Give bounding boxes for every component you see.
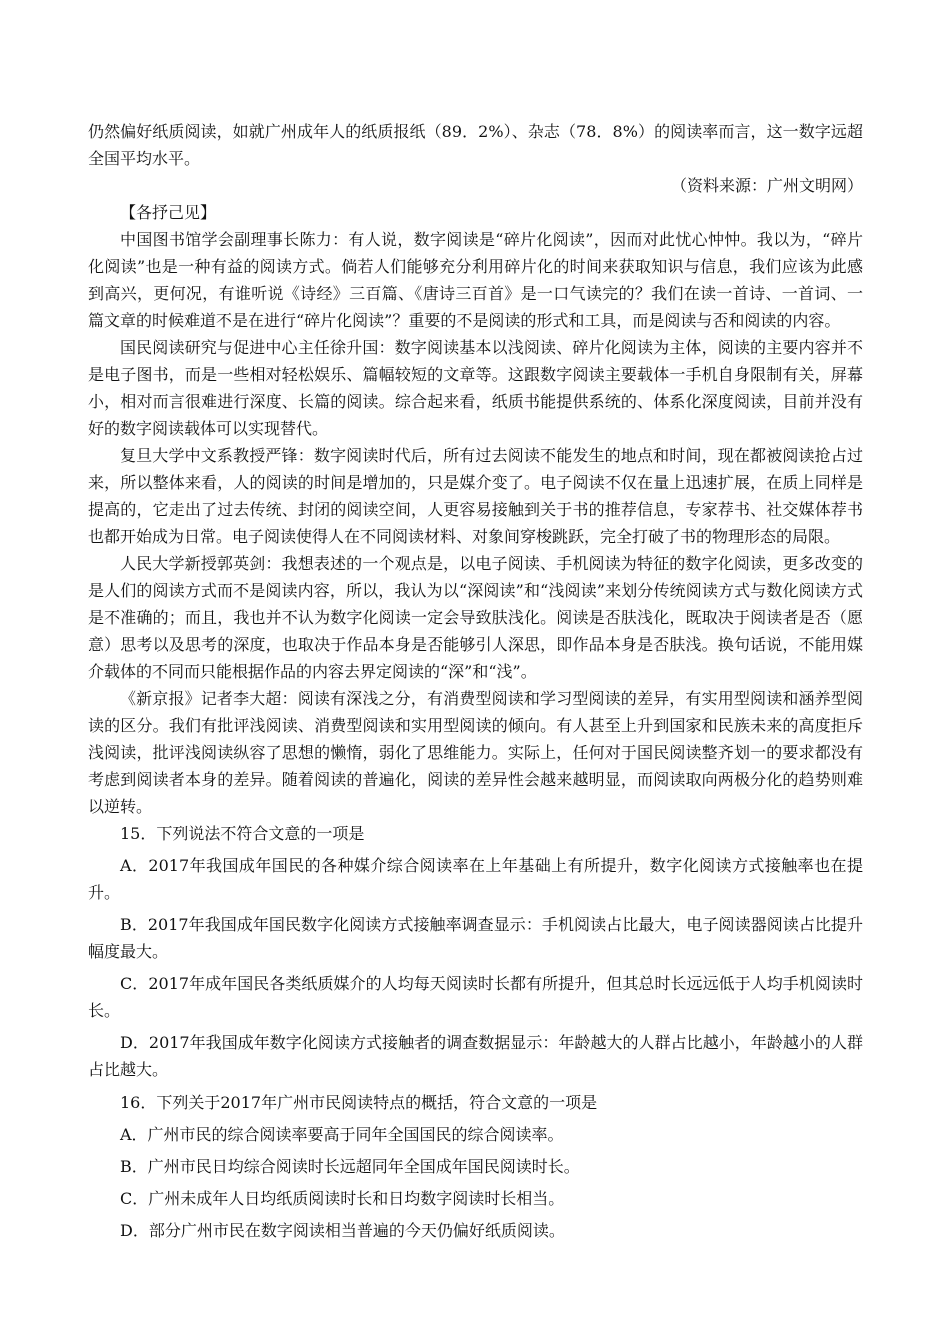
question-stem: 15．下列说法不符合文意的一项是 [120, 824, 365, 843]
question-stem: 16．下列关于2017年广州市民阅读特点的概括，符合文意的一项是 [120, 1093, 598, 1112]
question-option: D．部分广州市民在数字阅读相当普遍的今天仍偏好纸质阅读。 [120, 1221, 565, 1240]
opinion-paragraph: 国民阅读研究与促进中心主任徐升国：数字阅读基本以浅阅读、碎片化阅读为主体，阅读的主要内容并不是电子图书，而是一些相对轻松娱乐、篇幅较短的文章等。这跟数字阅读主要载体一手机自身限制有关，屏幕小，相对而言很难进行深度、长篇的阅读。综合起来看，纸质书能提供系统的、体系化深度阅读，目前并没有好的数字阅读载体可以实现替代。 [88, 338, 863, 438]
question-option: C．2017年成年国民各类纸质媒介的人均每天阅读时长都有所提升，但其总时长远远低于人均手机阅读时长。 [88, 974, 863, 1020]
intro-paragraph: 仍然偏好纸质阅读，如就广州成年人的纸质报纸（89．2%）、杂志（78．8%）的阅读率而言，这一数字远超全国平均水平。 [88, 122, 863, 168]
opinion-paragraph: 中国图书馆学会副理事长陈力：有人说，数字阅读是“碎片化阅读”，因而对此忧心忡忡。我以为，“碎片化阅读”也是一种有益的阅读方式。倘若人们能够充分利用碎片化的时间来获取知识与信息，我们应该为此感到高兴，更何况，有谁听说《诗经》三百篇、《唐诗三百首》是一口气读完的？我们在读一首诗、一首词、一篇文章的时候难道不是在进行“碎片化阅读”？重要的不是阅读的形式和工具，而是阅读与否和阅读的内容。 [88, 230, 863, 330]
question-option: B．广州市民日均综合阅读时长远超同年全国成年国民阅读时长。 [120, 1157, 580, 1176]
document-page [88, 118, 863, 1244]
question-option: D．2017年我国成年数字化阅读方式接触者的调查数据显示：年龄越大的人群占比越小，年龄越小的人群占比越大。 [88, 1033, 863, 1079]
source-note: （资料来源：广州文明网） [670, 176, 863, 195]
opinion-paragraph: 《新京报》记者李大超：阅读有深浅之分，有消费型阅读和学习型阅读的差异，有实用型阅读和涵养型阅读的区分。我们有批评浅阅读、消费型阅读和实用型阅读的倾向。有人甚至上升到国家和民族未来的高度拒斥浅阅读，批评浅阅读纵容了思想的懒惰，弱化了思维能力。实际上，任何对于国民阅读整齐划一的要求都没有考虑到阅读者本身的差异。随着阅读的普遍化，阅读的差异性会越来越明显，而阅读取向两极分化的趋势则难以逆转。 [88, 689, 863, 816]
opinion-paragraph: 人民大学新授郭英剑：我想表述的一个观点是，以电子阅读、手机阅读为特征的数字化阅读，更多改变的是人们的阅读方式而不是阅读内容，所以，我认为以“深阅读”和“浅阅读”来划分传统阅读方式与数化阅读方式是不准确的；而且，我也并不认为数字化阅读一定会导致肤浅化。阅读是否肤浅化，既取决于阅读者是否（愿意）思考以及思考的深度，也取决于作品本身是否能够引人深思，即作品本身是否肤浅。换句话说，不能用媒介载体的不同而只能根据作品的内容去界定阅读的“深”和“浅”。 [88, 554, 863, 681]
opinion-paragraph: 复旦大学中文系教授严锋：数字阅读时代后，所有过去阅读不能发生的地点和时间，现在都被阅读抢占过来，所以整体来看，人的阅读的时间是增加的，只是媒介变了。电子阅读不仅在量上迅速扩展，在质上同样是提高的，它走出了过去传统、封闭的阅读空间，人更容易接触到关于书的推荐信息，专家荐书、社交媒体荐书也都开始成为日常。电子阅读使得人在不同阅读材料、对象间穿梭跳跃，完全打破了书的物理形态的局限。 [88, 446, 863, 546]
question-option: A．2017年我国成年国民的各种媒介综合阅读率在上年基础上有所提升，数字化阅读方式接触率也在提升。 [88, 856, 863, 902]
question-option: C．广州未成年人日均纸质阅读时长和日均数字阅读时长相当。 [120, 1189, 565, 1208]
question-option: B．2017年我国成年国民数字化阅读方式接触率调查显示：手机阅读占比最大，电子阅读器阅读占比提升幅度最大。 [88, 915, 863, 961]
question-option: A．广州市民的综合阅读率要高于同年全国国民的综合阅读率。 [120, 1125, 564, 1144]
section-title: 【各抒己见】 [120, 203, 217, 222]
